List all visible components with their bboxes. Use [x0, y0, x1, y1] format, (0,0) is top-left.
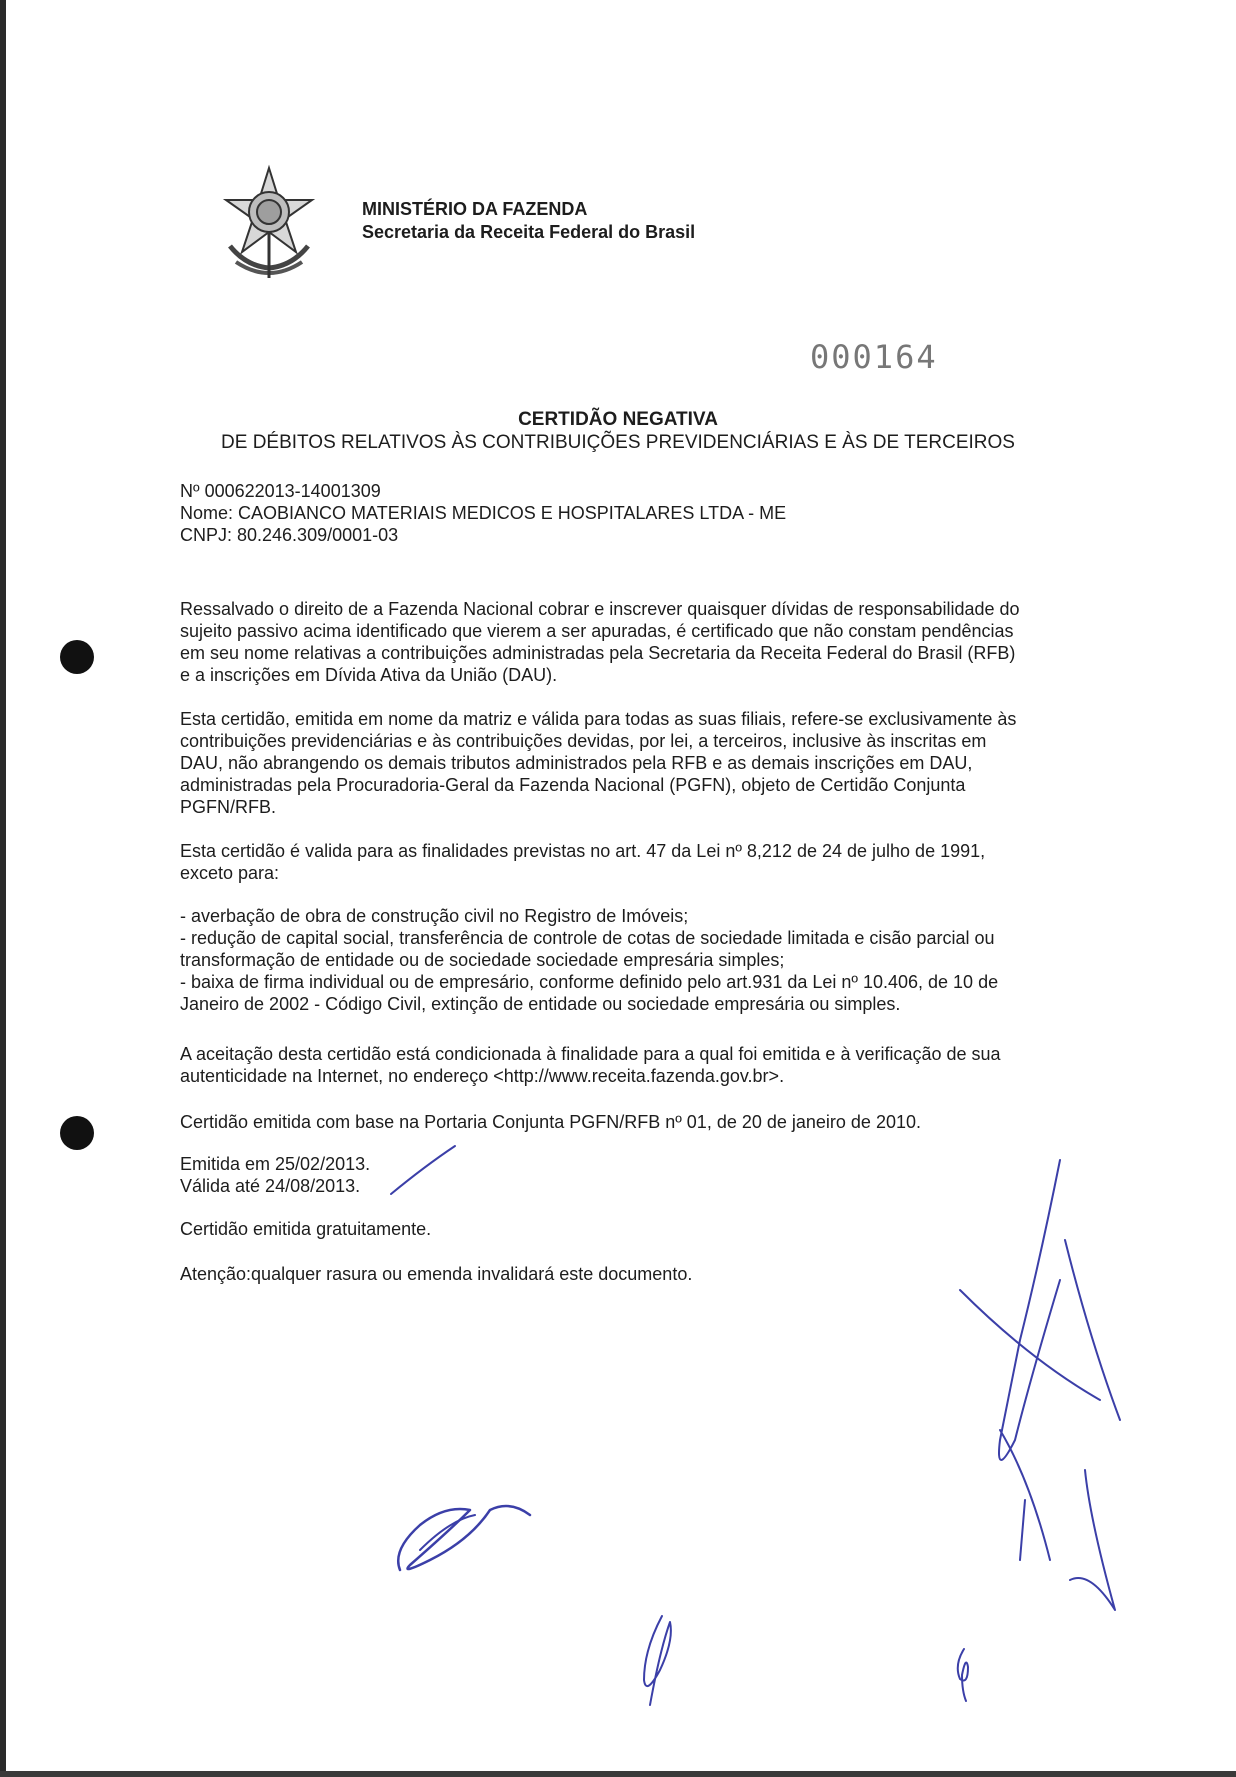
scan-border-left	[0, 0, 6, 1777]
company-cnpj: CNPJ: 80.246.309/0001-03	[180, 525, 399, 545]
handwritten-initials	[630, 1610, 690, 1710]
paragraph-5	[180, 1111, 1030, 1133]
valid-until-date: Válida até 24/08/2013.	[180, 1176, 361, 1196]
punch-hole-top	[60, 640, 94, 674]
dates-block	[180, 1153, 1030, 1197]
handwritten-signature-right	[940, 1140, 1140, 1640]
paragraph-3-text: Esta certidão é valida para as finalidades previstas no art. 47 da Lei nº 8,212 de 24 de julho de 1991, exceto para:	[180, 841, 986, 883]
warning-note	[180, 1263, 1030, 1285]
handwritten-signature-bottom-left	[390, 1490, 540, 1580]
secretariat-name: Secretaria da Receita Federal do Brasil	[362, 222, 696, 242]
issue-date: Emitida em 25/02/2013.	[180, 1154, 371, 1174]
paragraph-1	[180, 598, 1030, 686]
handwritten-page-rubric	[950, 1645, 980, 1705]
punch-hole-bottom	[60, 1116, 94, 1150]
page-stamp-number: 000164	[810, 338, 938, 376]
paragraph-2-text: Esta certidão, emitida em nome da matriz e válida para todas as suas filiais, refere-se exclusivamente às contribuições previdenciárias e às contribuições devidas, por lei, a terceiros, inclusive às inscritas em DAU, não abrangendo os demais tributos administrados pela RFB e as demais inscrições em DAU, administradas pela Procuradoria-Geral da Fazenda Nacional (PGFN), objeto de Certidão Conjunta PGFN/RFB.	[180, 709, 1017, 817]
document-title: CERTIDÃO NEGATIVA	[518, 409, 718, 430]
issuer-header	[362, 198, 695, 244]
paragraph-4-text: A aceitação desta certidão está condicionada à finalidade para a qual foi emitida e à verificação de sua autenticidade na Internet, no endereço <http://www.receita.fazenda.gov.br>.	[180, 1044, 1001, 1086]
coat-of-arms-icon	[216, 162, 322, 286]
exceptions-list	[180, 905, 1030, 1015]
pen-stroke-mark	[385, 1140, 465, 1200]
exception-item: - averbação de obra de construção civil no Registro de Imóveis;	[180, 906, 689, 926]
certificate-number: Nº 000622013-14001309	[180, 481, 381, 501]
exception-item: - redução de capital social, transferência de controle de cotas de sociedade limitada e cisão parcial ou transformação de entidade ou de sociedade sociedade empresária simples;	[180, 928, 995, 970]
document-subtitle: DE DÉBITOS RELATIVOS ÀS CONTRIBUIÇÕES PREVIDENCIÁRIAS E ÀS DE TERCEIROS	[221, 432, 1015, 453]
identification-block	[180, 480, 1030, 546]
ministry-name: MINISTÉRIO DA FAZENDA	[362, 199, 588, 219]
company-name: Nome: CAOBIANCO MATERIAIS MEDICOS E HOSPITALARES LTDA - ME	[180, 503, 787, 523]
paragraph-5-text: Certidão emitida com base na Portaria Conjunta PGFN/RFB nº 01, de 20 de janeiro de 2010.	[180, 1112, 921, 1132]
free-of-charge-note	[180, 1218, 1030, 1240]
free-of-charge-text: Certidão emitida gratuitamente.	[180, 1219, 432, 1239]
paragraph-3	[180, 840, 1030, 884]
paragraph-1-text: Ressalvado o direito de a Fazenda Nacional cobrar e inscrever quaisquer dívidas de responsabilidade do sujeito passivo acima identificado que vierem a ser apuradas, é certificado que não constam pendências em seu nome relativas a contribuições administradas pela Secretaria da Receita Federal do Brasil (RFB) e a inscrições em Dívida Ativa da União (DAU).	[180, 599, 1020, 685]
warning-text: Atenção:qualquer rasura ou emenda invalidará este documento.	[180, 1264, 693, 1284]
exception-item: - baixa de firma individual ou de empresário, conforme definido pelo art.931 da Lei nº 10.406, de 10 de Janeiro de 2002 - Código Civil, extinção de entidade ou sociedade empresária ou simples.	[180, 972, 999, 1014]
paragraph-2	[180, 708, 1030, 818]
paragraph-4	[180, 1043, 1030, 1087]
scan-border-bottom	[0, 1771, 1236, 1777]
